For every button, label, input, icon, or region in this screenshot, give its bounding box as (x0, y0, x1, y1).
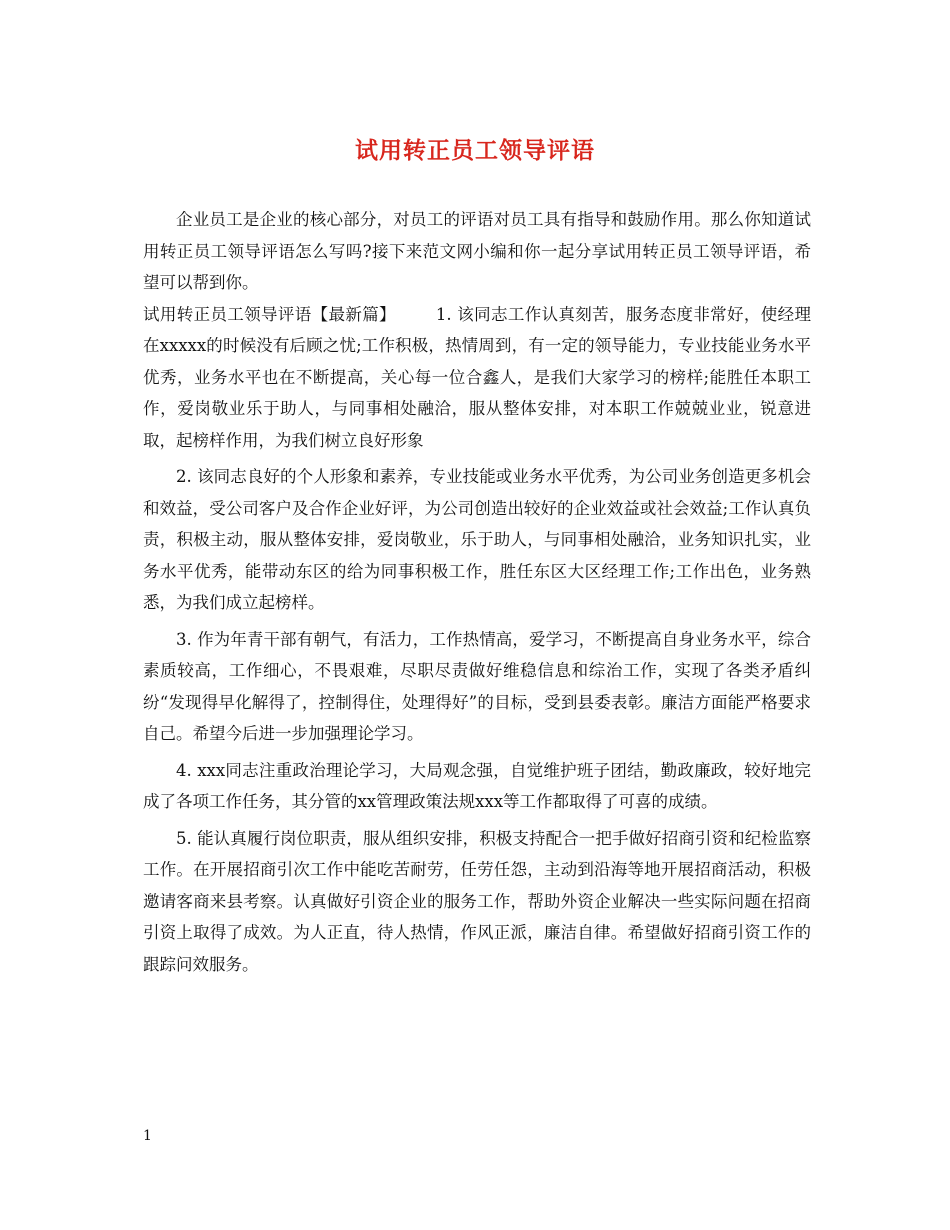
intro-paragraph: 企业员工是企业的核心部分，对员工的评语对员工具有指导和鼓励作用。那么你知道试用转正员工领导评语怎么写吗?接下来范文网小编和你一起分享试用转正员工领导评语，希望可以帮到你。 (143, 210, 811, 292)
section-heading: 试用转正员工领导评语【最新篇】 (143, 304, 396, 324)
list-item-1: 1. 该同志工作认真刻苦，服务态度非常好，使经理在xxxxx的时候没有后顾之忧;工作积极，热情周到，有一定的领导能力，专业技能业务水平优秀，业务水平也在不断提高，关心每一位合鑫人，是我们大家学习的榜样;能胜任本职工作，爱岗敬业乐于助人，与同事相处融洽，服从整体安排，对本职工作兢兢业业，锐意进取，起榜样作用，为我们树立良好形象 (143, 304, 811, 450)
list-item-2: 2. 该同志良好的个人形象和素养，专业技能或业务水平优秀，为公司业务创造更多机会和效益，受公司客户及合作企业好评，为公司创造出较好的企业效益或社会效益;工作认真负责，积极主动，服从整体安排，爱岗敬业，乐于助人，与同事相处融洽，业务知识扎实，业务水平优秀，能带动东区的给为同事积极工作，胜任东区大区经理工作;工作出色，业务熟悉，为我们成立起榜样。 (143, 467, 811, 612)
document-title: 试用转正员工领导评语 (355, 138, 595, 164)
list-item-3: 3. 作为年青干部有朝气，有活力，工作热情高，爱学习，不断提高自身业务水平，综合素质较高，工作细心，不畏艰难，尽职尽责做好维稳信息和综治工作，实现了各类矛盾纠纷“发现得早化解得了，控制得住，处理得好”的目标，受到县委表彰。廉洁方面能严格要求自己。希望今后进一步加强理论学习。 (143, 629, 811, 743)
page-number: 1 (143, 1128, 152, 1144)
list-item-5: 5. 能认真履行岗位职责，服从组织安排，积极支持配合一把手做好招商引资和纪检监察工作。在开展招商引次工作中能吃苦耐劳，任劳任怨，主动到沿海等地开展招商活动，积极邀请客商来县考察。认真做好引资企业的服务工作，帮助外资企业解决一些实际问题在招商引资上取得了成效。为人正直，待人热情，作风正派，廉洁自律。希望做好招商引资工作的跟踪问效服务。 (143, 828, 811, 974)
section-paragraph-1 (143, 299, 811, 457)
document-body (143, 204, 811, 985)
list-item-4: 4. xxx同志注重政治理论学习，大局观念强，自觉维护班子团结，勤政廉政，较好地完成了各项工作任务，其分管的xx管理政策法规xxx等工作都取得了可喜的成绩。 (143, 760, 811, 811)
